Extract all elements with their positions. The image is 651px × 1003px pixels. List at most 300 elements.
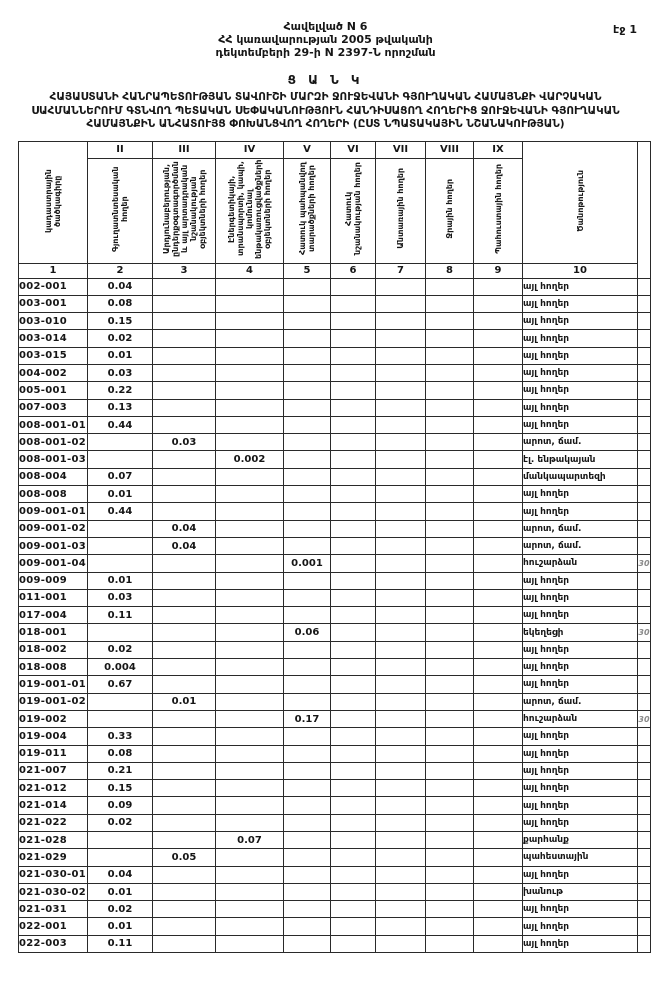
handwritten-margin-mark — [638, 520, 651, 537]
water-value-cell — [426, 382, 474, 399]
handwritten-margin-mark — [638, 382, 651, 399]
water-value-cell — [426, 503, 474, 520]
agricultural-value-cell: 0.01 — [88, 883, 153, 900]
page-number-label: էջ 1 — [613, 23, 637, 36]
forest-value-cell — [376, 883, 426, 900]
forest-value-cell — [376, 364, 426, 381]
agricultural-value-cell: 0.08 — [88, 745, 153, 762]
forest-value-cell — [376, 295, 426, 312]
table-row — [19, 295, 651, 312]
page-margin-spacer — [638, 141, 651, 278]
table-body — [19, 278, 651, 953]
water-value-cell — [426, 364, 474, 381]
special-purpose-value-cell — [331, 624, 376, 641]
handwritten-margin-mark — [638, 399, 651, 416]
industrial-value-cell: 0.04 — [153, 520, 216, 537]
table-row — [19, 434, 651, 451]
parcel-code-cell: 009-001-02 — [19, 520, 88, 537]
industrial-value-cell — [153, 935, 216, 952]
column-number: 3 — [153, 263, 216, 278]
parcel-code-cell: 021-007 — [19, 762, 88, 779]
forest-value-cell — [376, 935, 426, 952]
note-cell: պահեստային — [523, 849, 638, 866]
table-row — [19, 814, 651, 831]
parcel-code-cell: 003-015 — [19, 347, 88, 364]
column-header-label: Անտառային հողեր — [396, 168, 405, 249]
handwritten-margin-mark — [638, 883, 651, 900]
parcel-code-cell: 009-001-04 — [19, 555, 88, 572]
note-cell: այլ հողեր — [523, 572, 638, 589]
industrial-value-cell — [153, 607, 216, 624]
handwritten-margin-mark — [638, 918, 651, 935]
reserve-value-cell — [474, 364, 523, 381]
water-value-cell — [426, 416, 474, 433]
reserve-value-cell — [474, 762, 523, 779]
reserve-value-cell — [474, 278, 523, 295]
energy-transport-value-cell: 0.07 — [216, 832, 284, 849]
table-row — [19, 935, 651, 952]
parcel-code-cell: 011-001 — [19, 589, 88, 606]
forest-value-cell — [376, 693, 426, 710]
energy-transport-value-cell — [216, 676, 284, 693]
water-value-cell — [426, 434, 474, 451]
special-purpose-value-cell — [331, 780, 376, 797]
note-cell: այլ հողեր — [523, 364, 638, 381]
water-value-cell — [426, 797, 474, 814]
water-value-cell — [426, 537, 474, 554]
special-purpose-value-cell — [331, 762, 376, 779]
reserve-value-cell — [474, 347, 523, 364]
handwritten-margin-mark — [638, 659, 651, 676]
special-purpose-value-cell — [331, 832, 376, 849]
industrial-value-cell: 0.05 — [153, 849, 216, 866]
note-cell: այլ հողեր — [523, 659, 638, 676]
water-value-cell — [426, 935, 474, 952]
water-value-cell — [426, 572, 474, 589]
table-row — [19, 780, 651, 797]
note-cell: եկեղեցի — [523, 624, 638, 641]
energy-transport-value-cell — [216, 797, 284, 814]
industrial-value-cell — [153, 797, 216, 814]
agricultural-value-cell — [88, 849, 153, 866]
forest-value-cell — [376, 468, 426, 485]
document-subtitle: ՀԱՅԱՍՏԱՆԻ ՀԱՆՐԱՊԵՏՈՒԹՅԱՆ ՏԱՎՈՒՇԻ ՄԱՐԶԻ ՋՈՒՋԵՎԱՆԻ ԳՅՈՒՂԱԿԱՆ ՀԱՄԱՅՆՔԻ ՎԱՐՉԱԿԱՆ ՍԱՀՄԱՆՆԵՐՈՒՄ ԳՏՆՎՈՂ ՊԵՏԱԿԱՆ ՍԵՓԱԿԱՆՈՒԹՅՈՒՆ ՀԱՆԴԻՍԱՑՈՂ ՀՈՂԵՐԻՑ ՋՈՒՋԵՎԱՆԻ ԳՅՈՒՂԱԿԱՆ ՀԱՄԱՅՆՔԻՆ ԱՆՀԱՏՈՒՅՑ ՓՈԽԱՆՑՎՈՂ ՀՈՂԵՐԻ (ԸՍՏ ՆՊԱՏԱԿԱՅԻՆ ՆՇԱՆԱԿՈՒԹՅԱՆ) — [31, 91, 620, 130]
roman-numeral: VI — [331, 141, 376, 158]
protected-areas-value-cell — [284, 866, 331, 883]
agricultural-value-cell: 0.03 — [88, 589, 153, 606]
industrial-value-cell — [153, 659, 216, 676]
special-purpose-value-cell — [331, 641, 376, 658]
reserve-value-cell — [474, 797, 523, 814]
reserve-value-cell — [474, 659, 523, 676]
handwritten-margin-mark — [638, 486, 651, 503]
forest-value-cell — [376, 866, 426, 883]
handwritten-margin-mark — [638, 797, 651, 814]
note-cell: այլ հողեր — [523, 814, 638, 831]
industrial-value-cell — [153, 278, 216, 295]
industrial-value-cell — [153, 762, 216, 779]
handwritten-margin-mark — [638, 935, 651, 952]
handwritten-margin-mark — [638, 313, 651, 330]
industrial-value-cell — [153, 641, 216, 658]
note-cell: արոտ, ճամ. — [523, 693, 638, 710]
parcel-code-cell: 019-004 — [19, 728, 88, 745]
column-number: 1 — [19, 263, 88, 278]
parcel-code-cell: 003-001 — [19, 295, 88, 312]
handwritten-margin-mark — [638, 537, 651, 554]
reserve-value-cell — [474, 451, 523, 468]
industrial-value-cell — [153, 313, 216, 330]
protected-areas-value-cell — [284, 330, 331, 347]
energy-transport-value-cell — [216, 814, 284, 831]
special-purpose-value-cell — [331, 416, 376, 433]
protected-areas-value-cell — [284, 901, 331, 918]
handwritten-margin-mark: 30 — [638, 710, 651, 727]
protected-areas-value-cell — [284, 883, 331, 900]
handwritten-margin-mark — [638, 676, 651, 693]
handwritten-margin-mark — [638, 572, 651, 589]
energy-transport-value-cell — [216, 364, 284, 381]
water-value-cell — [426, 849, 474, 866]
energy-transport-value-cell — [216, 624, 284, 641]
energy-transport-value-cell — [216, 849, 284, 866]
agricultural-value-cell: 0.04 — [88, 278, 153, 295]
agricultural-value-cell: 0.21 — [88, 762, 153, 779]
table-row — [19, 641, 651, 658]
note-cell: քարհանք — [523, 832, 638, 849]
table-row — [19, 451, 651, 468]
handwritten-margin-mark — [638, 901, 651, 918]
note-cell: այլ հողեր — [523, 295, 638, 312]
appendix-line: ՀՀ կառավարության 2005 թվականի — [218, 33, 433, 46]
handwritten-margin-mark — [638, 364, 651, 381]
energy-transport-value-cell — [216, 866, 284, 883]
parcel-code-cell: 005-001 — [19, 382, 88, 399]
special-purpose-value-cell — [331, 935, 376, 952]
reserve-value-cell — [474, 849, 523, 866]
energy-transport-value-cell — [216, 537, 284, 554]
note-cell: այլ հողեր — [523, 866, 638, 883]
handwritten-margin-mark — [638, 589, 651, 606]
handwritten-margin-mark — [638, 832, 651, 849]
protected-areas-value-cell — [284, 728, 331, 745]
parcel-code-cell: 022-001 — [19, 918, 88, 935]
water-value-cell — [426, 330, 474, 347]
column-header-label: Ջրային հողեր — [445, 178, 454, 239]
parcel-code-cell: 018-008 — [19, 659, 88, 676]
handwritten-margin-mark — [638, 780, 651, 797]
industrial-value-cell — [153, 468, 216, 485]
handwritten-margin-mark: 30 — [638, 624, 651, 641]
scanned-document-page — [0, 20, 651, 1003]
note-cell: խանութ — [523, 883, 638, 900]
reserve-value-cell — [474, 295, 523, 312]
forest-value-cell — [376, 901, 426, 918]
table-row — [19, 797, 651, 814]
water-value-cell — [426, 520, 474, 537]
note-cell: այլ հողեր — [523, 347, 638, 364]
special-purpose-value-cell — [331, 347, 376, 364]
reserve-value-cell — [474, 313, 523, 330]
special-purpose-value-cell — [331, 313, 376, 330]
water-value-cell — [426, 468, 474, 485]
special-purpose-value-cell — [331, 693, 376, 710]
energy-transport-value-cell — [216, 641, 284, 658]
energy-transport-value-cell — [216, 710, 284, 727]
column-number-row — [19, 263, 651, 278]
protected-areas-value-cell — [284, 589, 331, 606]
forest-value-cell — [376, 520, 426, 537]
agricultural-value-cell — [88, 451, 153, 468]
note-cell: այլ հողեր — [523, 780, 638, 797]
roman-numeral-row — [19, 141, 651, 158]
handwritten-margin-mark — [638, 693, 651, 710]
handwritten-margin-mark — [638, 278, 651, 295]
column-number: 6 — [331, 263, 376, 278]
note-cell: արոտ, ճամ. — [523, 520, 638, 537]
parcel-code-cell: 009-009 — [19, 572, 88, 589]
agricultural-value-cell: 0.11 — [88, 935, 153, 952]
roman-numeral: IV — [216, 141, 284, 158]
table-row — [19, 278, 651, 295]
agricultural-value-cell: 0.11 — [88, 607, 153, 624]
energy-transport-value-cell — [216, 589, 284, 606]
agricultural-value-cell — [88, 537, 153, 554]
column-number: 10 — [523, 263, 638, 278]
forest-value-cell — [376, 762, 426, 779]
table-row — [19, 693, 651, 710]
industrial-value-cell — [153, 295, 216, 312]
agricultural-value-cell: 0.01 — [88, 572, 153, 589]
industrial-value-cell — [153, 486, 216, 503]
special-purpose-value-cell — [331, 468, 376, 485]
reserve-value-cell — [474, 503, 523, 520]
water-value-cell — [426, 745, 474, 762]
parcel-code-cell: 003-014 — [19, 330, 88, 347]
note-cell: այլ հողեր — [523, 797, 638, 814]
parcel-code-cell: 019-001-02 — [19, 693, 88, 710]
table-row — [19, 364, 651, 381]
handwritten-margin-mark: 30 — [638, 555, 651, 572]
special-purpose-value-cell — [331, 503, 376, 520]
protected-areas-value-cell — [284, 313, 331, 330]
column-header-special-purpose — [331, 158, 376, 263]
table-row — [19, 537, 651, 554]
water-value-cell — [426, 676, 474, 693]
industrial-value-cell — [153, 416, 216, 433]
water-value-cell — [426, 693, 474, 710]
reserve-value-cell — [474, 728, 523, 745]
water-value-cell — [426, 866, 474, 883]
column-header-label: կադաստրային ծածկագիրը — [44, 168, 62, 233]
table-row — [19, 347, 651, 364]
agricultural-value-cell: 0.08 — [88, 295, 153, 312]
note-cell: այլ հողեր — [523, 503, 638, 520]
column-header-cadastral-code — [19, 141, 88, 263]
energy-transport-value-cell — [216, 693, 284, 710]
protected-areas-value-cell — [284, 572, 331, 589]
protected-areas-value-cell — [284, 814, 331, 831]
table-row — [19, 745, 651, 762]
parcel-code-cell: 021-030-02 — [19, 883, 88, 900]
parcel-code-cell: 007-003 — [19, 399, 88, 416]
handwritten-margin-mark — [638, 745, 651, 762]
water-value-cell — [426, 659, 474, 676]
parcel-code-cell: 019-011 — [19, 745, 88, 762]
agricultural-value-cell — [88, 832, 153, 849]
table-row — [19, 659, 651, 676]
agricultural-value-cell: 0.01 — [88, 347, 153, 364]
agricultural-value-cell — [88, 434, 153, 451]
agricultural-value-cell: 0.67 — [88, 676, 153, 693]
handwritten-margin-mark — [638, 641, 651, 658]
forest-value-cell — [376, 330, 426, 347]
forest-value-cell — [376, 918, 426, 935]
appendix-line: դեկտեմբերի 29-ի N 2397-Ն որոշման — [215, 46, 436, 59]
column-number: 9 — [474, 263, 523, 278]
energy-transport-value-cell — [216, 295, 284, 312]
water-value-cell — [426, 589, 474, 606]
industrial-value-cell — [153, 901, 216, 918]
forest-value-cell — [376, 624, 426, 641]
protected-areas-value-cell — [284, 762, 331, 779]
special-purpose-value-cell — [331, 555, 376, 572]
protected-areas-value-cell — [284, 832, 331, 849]
industrial-value-cell: 0.03 — [153, 434, 216, 451]
column-header-agricultural — [88, 158, 153, 263]
agricultural-value-cell: 0.44 — [88, 503, 153, 520]
industrial-value-cell — [153, 832, 216, 849]
protected-areas-value-cell — [284, 797, 331, 814]
note-cell: այլ հողեր — [523, 607, 638, 624]
table-row — [19, 572, 651, 589]
protected-areas-value-cell — [284, 434, 331, 451]
table-row — [19, 382, 651, 399]
energy-transport-value-cell — [216, 728, 284, 745]
protected-areas-value-cell — [284, 486, 331, 503]
roman-numeral: II — [88, 141, 153, 158]
energy-transport-value-cell — [216, 347, 284, 364]
note-cell: այլ հողեր — [523, 313, 638, 330]
forest-value-cell — [376, 849, 426, 866]
special-purpose-value-cell — [331, 849, 376, 866]
agricultural-value-cell: 0.03 — [88, 364, 153, 381]
industrial-value-cell: 0.04 — [153, 537, 216, 554]
agricultural-value-cell: 0.004 — [88, 659, 153, 676]
parcel-code-cell: 021-030-01 — [19, 866, 88, 883]
parcel-code-cell: 008-004 — [19, 468, 88, 485]
table-row — [19, 520, 651, 537]
protected-areas-value-cell — [284, 849, 331, 866]
reserve-value-cell — [474, 901, 523, 918]
handwritten-margin-mark — [638, 468, 651, 485]
forest-value-cell — [376, 555, 426, 572]
industrial-value-cell — [153, 624, 216, 641]
forest-value-cell — [376, 486, 426, 503]
reserve-value-cell — [474, 589, 523, 606]
note-cell: հուշարձան — [523, 555, 638, 572]
forest-value-cell — [376, 416, 426, 433]
energy-transport-value-cell — [216, 330, 284, 347]
special-purpose-value-cell — [331, 434, 376, 451]
protected-areas-value-cell — [284, 451, 331, 468]
industrial-value-cell — [153, 589, 216, 606]
column-header-note — [523, 141, 638, 263]
water-value-cell — [426, 832, 474, 849]
protected-areas-value-cell: 0.06 — [284, 624, 331, 641]
energy-transport-value-cell — [216, 555, 284, 572]
parcel-code-cell: 021-031 — [19, 901, 88, 918]
handwritten-margin-mark — [638, 849, 651, 866]
protected-areas-value-cell — [284, 520, 331, 537]
reserve-value-cell — [474, 537, 523, 554]
industrial-value-cell — [153, 710, 216, 727]
agricultural-value-cell — [88, 693, 153, 710]
agricultural-value-cell: 0.04 — [88, 866, 153, 883]
table-row — [19, 918, 651, 935]
parcel-code-cell: 008-001-01 — [19, 416, 88, 433]
special-purpose-value-cell — [331, 814, 376, 831]
agricultural-value-cell: 0.33 — [88, 728, 153, 745]
note-cell: այլ հողեր — [523, 330, 638, 347]
energy-transport-value-cell — [216, 399, 284, 416]
agricultural-value-cell: 0.02 — [88, 814, 153, 831]
handwritten-margin-mark — [638, 451, 651, 468]
handwritten-margin-mark — [638, 503, 651, 520]
column-number: 2 — [88, 263, 153, 278]
agricultural-value-cell: 0.22 — [88, 382, 153, 399]
special-purpose-value-cell — [331, 364, 376, 381]
special-purpose-value-cell — [331, 883, 376, 900]
parcel-code-cell: 003-010 — [19, 313, 88, 330]
protected-areas-value-cell — [284, 295, 331, 312]
column-number: 8 — [426, 263, 474, 278]
special-purpose-value-cell — [331, 486, 376, 503]
reserve-value-cell — [474, 434, 523, 451]
roman-numeral: V — [284, 141, 331, 158]
water-value-cell — [426, 313, 474, 330]
handwritten-margin-mark — [638, 762, 651, 779]
energy-transport-value-cell — [216, 486, 284, 503]
forest-value-cell — [376, 537, 426, 554]
reserve-value-cell — [474, 330, 523, 347]
agricultural-value-cell: 0.15 — [88, 313, 153, 330]
protected-areas-value-cell — [284, 382, 331, 399]
forest-value-cell — [376, 607, 426, 624]
handwritten-margin-mark — [638, 416, 651, 433]
note-cell: հուշարձան — [523, 710, 638, 727]
energy-transport-value-cell — [216, 935, 284, 952]
table-row — [19, 710, 651, 727]
appendix-note — [0, 20, 651, 59]
reserve-value-cell — [474, 866, 523, 883]
note-cell: այլ հողեր — [523, 641, 638, 658]
agricultural-value-cell: 0.02 — [88, 641, 153, 658]
table-row — [19, 849, 651, 866]
industrial-value-cell — [153, 814, 216, 831]
water-value-cell — [426, 918, 474, 935]
table-row — [19, 607, 651, 624]
special-purpose-value-cell — [331, 382, 376, 399]
industrial-value-cell — [153, 883, 216, 900]
energy-transport-value-cell: 0.002 — [216, 451, 284, 468]
water-value-cell — [426, 641, 474, 658]
special-purpose-value-cell — [331, 745, 376, 762]
forest-value-cell — [376, 832, 426, 849]
industrial-value-cell — [153, 330, 216, 347]
special-purpose-value-cell — [331, 797, 376, 814]
parcel-code-cell: 018-002 — [19, 641, 88, 658]
